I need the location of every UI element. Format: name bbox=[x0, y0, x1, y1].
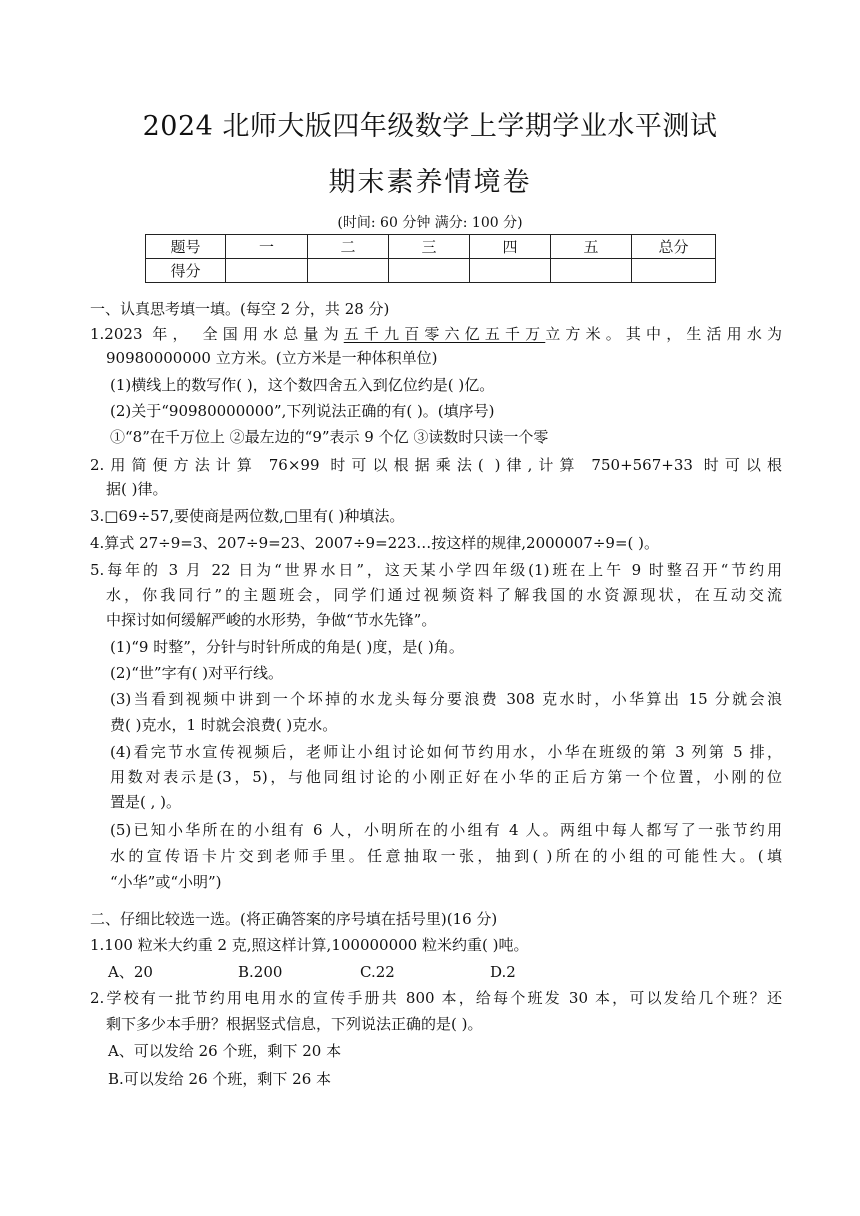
question-1-line1 bbox=[90, 323, 782, 345]
question-5-part2: (2)“世”字有( )对平行线。 bbox=[110, 664, 284, 682]
question-5-part5-line3: “小华”或“小明”) bbox=[110, 873, 222, 891]
mc-option-c: C.22 bbox=[360, 963, 395, 981]
question-5-part1: (1)“9 时整”，分针与时针所成的角是( )度，是( )角。 bbox=[110, 638, 464, 656]
question-1-part2: (2)关于“90980000000”,下列说法正确的有( )。(填序号) bbox=[110, 402, 495, 420]
score-input-cell[interactable] bbox=[226, 259, 308, 283]
question-2-line1: 2.用简便方法计算 76×99 时可以根据乘法( )律,计算 750+567+33 时可以根 bbox=[90, 456, 782, 474]
question-1-options: ①“8”在千万位上 ②最左边的“9”表示 9 个亿 ③读数时只读一个零 bbox=[110, 428, 549, 446]
question-5-part4-line1: (4)看完节水宣传视频后，老师让小组讨论如何节约用水，小华在班级的第 3 列第 5 排， bbox=[110, 743, 782, 761]
question-5-part4-line3: 置是( , )。 bbox=[110, 793, 182, 811]
score-input-cell[interactable] bbox=[632, 259, 716, 283]
score-table-header-row bbox=[146, 235, 716, 259]
question-4: 4.算式 27÷9=3、207÷9=23、2007÷9=223…按这样的规律,2000007÷9=( )。 bbox=[90, 534, 659, 552]
score-input-cell[interactable] bbox=[389, 259, 470, 283]
score-table-cell: 二 bbox=[308, 235, 389, 259]
mc-question-2-option-b: B.可以发给 26 个班，剩下 26 本 bbox=[108, 1070, 332, 1088]
question-5-part3-line1: (3)当看到视频中讲到一个坏掉的水龙头每分要浪费 308 克水时，小华算出 15 分就会浪 bbox=[110, 690, 782, 708]
score-input-cell[interactable] bbox=[551, 259, 632, 283]
score-input-cell[interactable] bbox=[470, 259, 551, 283]
score-table-cell: 题号 bbox=[146, 235, 226, 259]
question-text: 立方米。其中，生活用水为 bbox=[545, 325, 782, 343]
score-table-cell: 得分 bbox=[146, 259, 226, 283]
score-input-cell[interactable] bbox=[308, 259, 389, 283]
question-2-line2: 据( )律。 bbox=[106, 480, 168, 498]
question-5-part4-line2: 用数对表示是(3，5)，与他同组讨论的小刚正好在小华的正后方第一个位置，小刚的位 bbox=[110, 768, 782, 786]
score-table-score-row bbox=[146, 259, 716, 283]
exam-title: 2024 北师大版四年级数学上学期学业水平测试 bbox=[142, 111, 718, 142]
question-text: 1.2023 年， 全国用水总量为 bbox=[90, 325, 344, 343]
exam-subtitle: 期末素养情境卷 bbox=[328, 167, 532, 198]
score-table-cell: 总分 bbox=[632, 235, 716, 259]
mc-option-b: B.200 bbox=[238, 963, 283, 981]
underlined-number-words: 五千九百零六亿五千万 bbox=[343, 325, 546, 343]
score-table-cell: 五 bbox=[551, 235, 632, 259]
question-1-line2: 90980000000 立方米。(立方米是一种体积单位) bbox=[106, 349, 438, 367]
score-table-cell: 四 bbox=[470, 235, 551, 259]
mc-option-d: D.2 bbox=[490, 963, 516, 981]
score-table bbox=[145, 234, 716, 283]
mc-question-2-option-a: A、可以发给 26 个班，剩下 20 本 bbox=[108, 1042, 342, 1060]
question-5-line3: 中探讨如何缓解严峻的水形势，争做“节水先锋”。 bbox=[106, 611, 437, 629]
mc-question-2-line2: 剩下多少本手册？根据竖式信息，下列说法正确的是( )。 bbox=[106, 1015, 483, 1033]
section1-heading: 一、认真思考填一填。(每空 2 分，共 28 分) bbox=[90, 300, 390, 318]
score-table-cell: 一 bbox=[226, 235, 308, 259]
question-5-line2: 水，你我同行”的主题班会，同学们通过视频资料了解我国的水资源现状，在互动交流 bbox=[106, 586, 782, 604]
exam-time-score: (时间: 60 分钟 满分: 100 分) bbox=[337, 215, 523, 231]
mc-question-1: 1.100 粒米大约重 2 克,照这样计算,100000000 粒米约重( )吨。 bbox=[90, 936, 529, 954]
question-3: 3.□69÷57,要使商是两位数,□里有( )种填法。 bbox=[90, 507, 405, 525]
question-5-line1: 5.每年的 3 月 22 日为“世界水日”，这天某小学四年级(1)班在上午 9 时整召开“节约用 bbox=[90, 561, 782, 579]
question-5-part3-line2: 费( )克水，1 时就会浪费( )克水。 bbox=[110, 716, 338, 734]
question-5-part5-line1: (5)已知小华所在的小组有 6 人，小明所在的小组有 4 人。两组中每人都写了一张节约用 bbox=[110, 821, 782, 839]
mc-option-a: A、20 bbox=[108, 963, 153, 981]
mc-question-2-line1: 2.学校有一批节约用电用水的宣传手册共 800 本，给每个班发 30 本，可以发给几个班？还 bbox=[90, 989, 782, 1007]
question-1-part1: (1)横线上的数写作( )，这个数四舍五入到亿位约是( )亿。 bbox=[110, 376, 495, 394]
question-5-part5-line2: 水的宣传语卡片交到老师手里。任意抽取一张，抽到( )所在的小组的可能性大。(填 bbox=[110, 847, 782, 865]
score-table-cell: 三 bbox=[389, 235, 470, 259]
section2-heading: 二、仔细比较选一选。(将正确答案的序号填在括号里)(16 分) bbox=[90, 910, 498, 928]
